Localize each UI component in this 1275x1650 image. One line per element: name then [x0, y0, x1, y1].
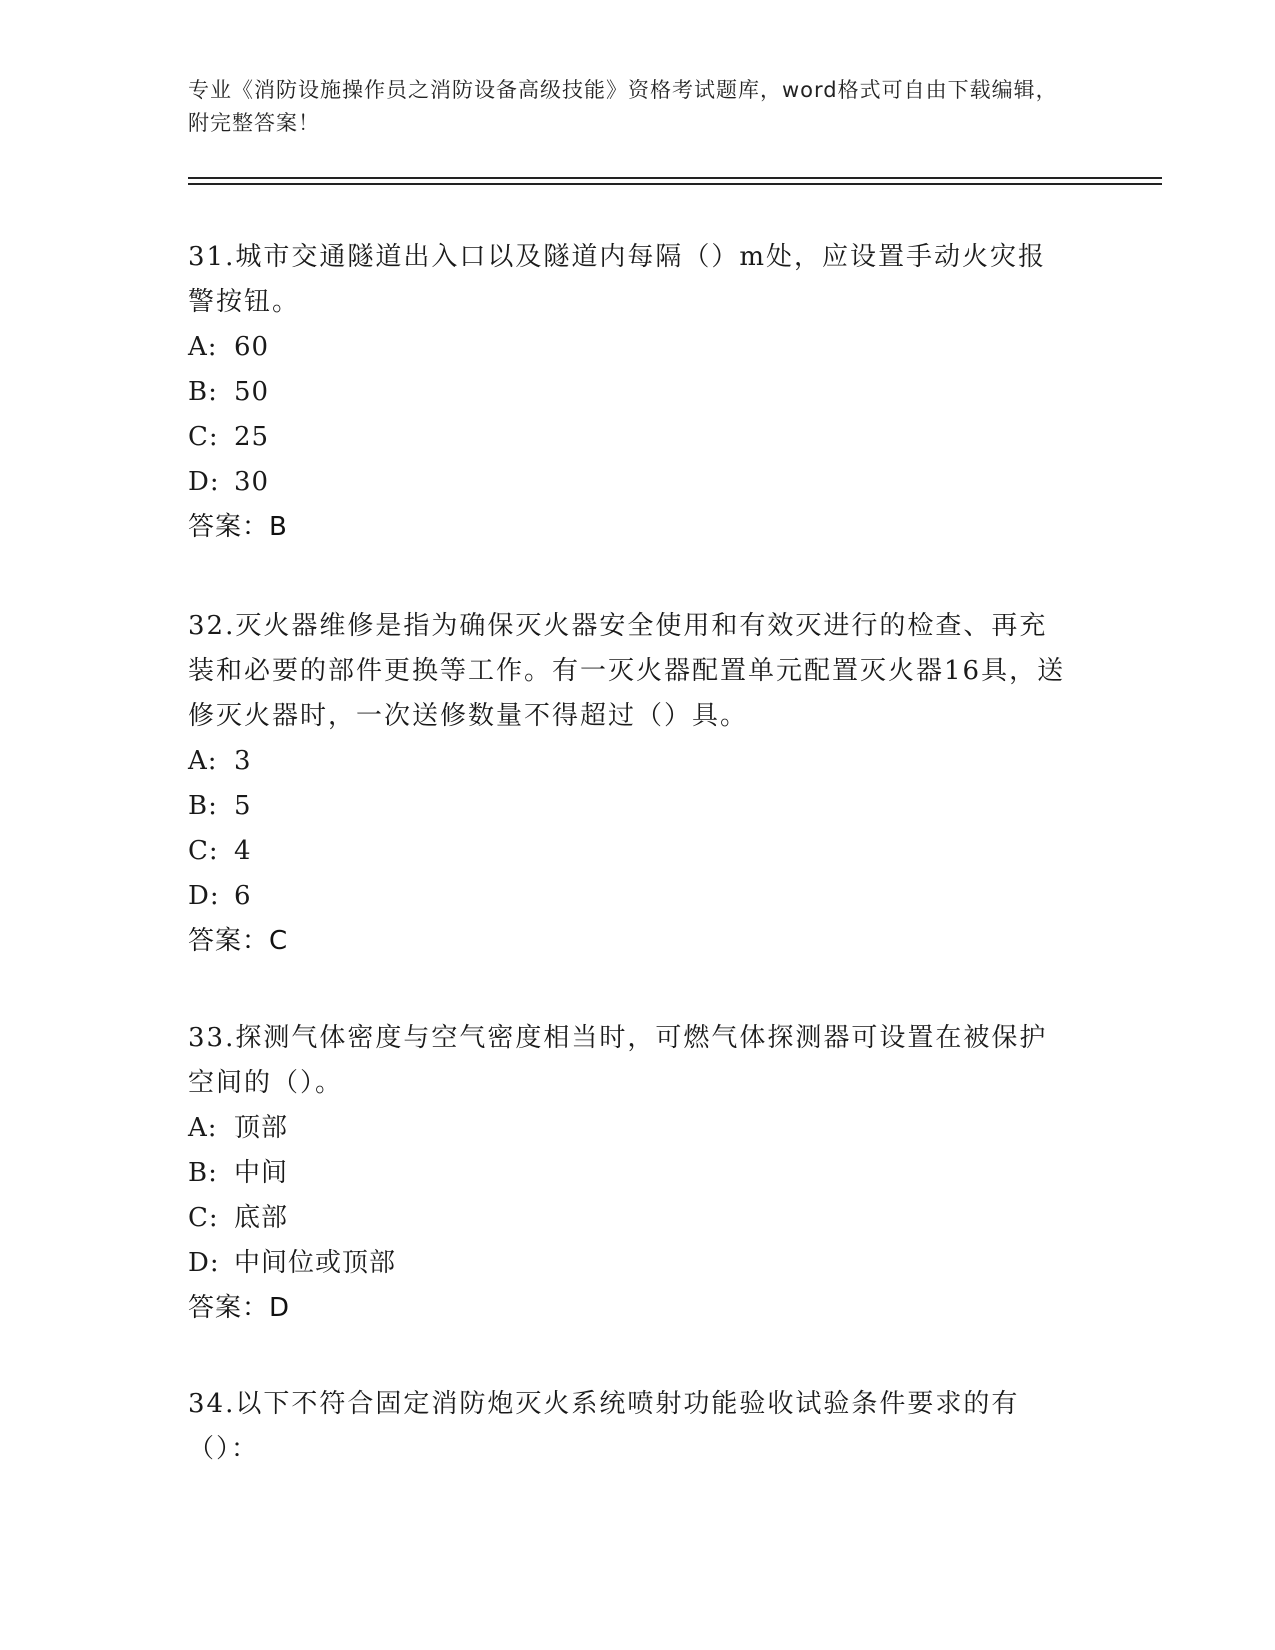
option-letter: D:: [188, 467, 220, 497]
option-text: 中间: [234, 1158, 289, 1188]
option-letter: B:: [188, 1158, 218, 1188]
option-letter: C:: [188, 836, 219, 866]
option-a: [188, 325, 1068, 370]
question-stem: 31.城市交通隧道出入口以及隧道内每隔（）m处，应设置手动火灾报警按钮。: [188, 242, 1047, 317]
question-31: [188, 235, 1068, 550]
option-letter: A:: [188, 1113, 218, 1143]
option-a: [188, 1106, 1068, 1151]
option-d: [188, 874, 1068, 919]
header-rule-bottom: [188, 183, 1162, 185]
option-text: 中间位或顶部: [234, 1248, 397, 1278]
question-stem: 34.以下不符合固定消防炮灭火系统喷射功能验收试验条件要求的有（）：: [188, 1389, 1020, 1464]
header-rule-top: [188, 177, 1162, 179]
option-b: [188, 370, 1068, 415]
option-letter: B:: [188, 377, 218, 407]
option-letter: B:: [188, 791, 218, 821]
option-text: 3: [234, 746, 252, 776]
option-text: 底部: [234, 1203, 289, 1233]
option-text: 4: [234, 836, 252, 866]
question-32: [188, 604, 1068, 964]
option-text: 60: [234, 332, 270, 362]
answer-label: 答案：B: [188, 512, 288, 542]
option-letter: D:: [188, 1248, 220, 1278]
question-33: [188, 1016, 1068, 1331]
option-letter: A:: [188, 746, 218, 776]
option-d: [188, 1241, 1068, 1286]
option-text: 5: [234, 791, 252, 821]
option-c: [188, 1196, 1068, 1241]
option-letter: A:: [188, 332, 218, 362]
option-text: 30: [234, 467, 270, 497]
option-letter: C:: [188, 422, 219, 452]
answer-label: 答案：C: [188, 926, 289, 956]
option-text: 6: [234, 881, 252, 911]
option-text: 25: [234, 422, 270, 452]
option-c: [188, 829, 1068, 874]
option-text: 50: [234, 377, 270, 407]
option-d: [188, 460, 1068, 505]
option-a: [188, 739, 1068, 784]
option-letter: C:: [188, 1203, 219, 1233]
option-b: [188, 1151, 1068, 1196]
document-header: 专业《消防设施操作员之消防设备高级技能》资格考试题库，word格式可自由下载编辑，附完整答案！: [188, 78, 1058, 135]
option-text: 顶部: [234, 1113, 289, 1143]
question-stem: 32.灭火器维修是指为确保灭火器安全使用和有效灭进行的检查、再充装和必要的部件更换等工作。有一灭火器配置单元配置灭火器16具，送修灭火器时，一次送修数量不得超过（）具。: [188, 611, 1066, 731]
answer-label: 答案：D: [188, 1293, 291, 1323]
option-letter: D:: [188, 881, 220, 911]
question-stem: 33.探测气体密度与空气密度相当时，可燃气体探测器可设置在被保护空间的（）。: [188, 1023, 1048, 1098]
option-c: [188, 415, 1068, 460]
question-34: [188, 1382, 1068, 1472]
option-b: [188, 784, 1068, 829]
